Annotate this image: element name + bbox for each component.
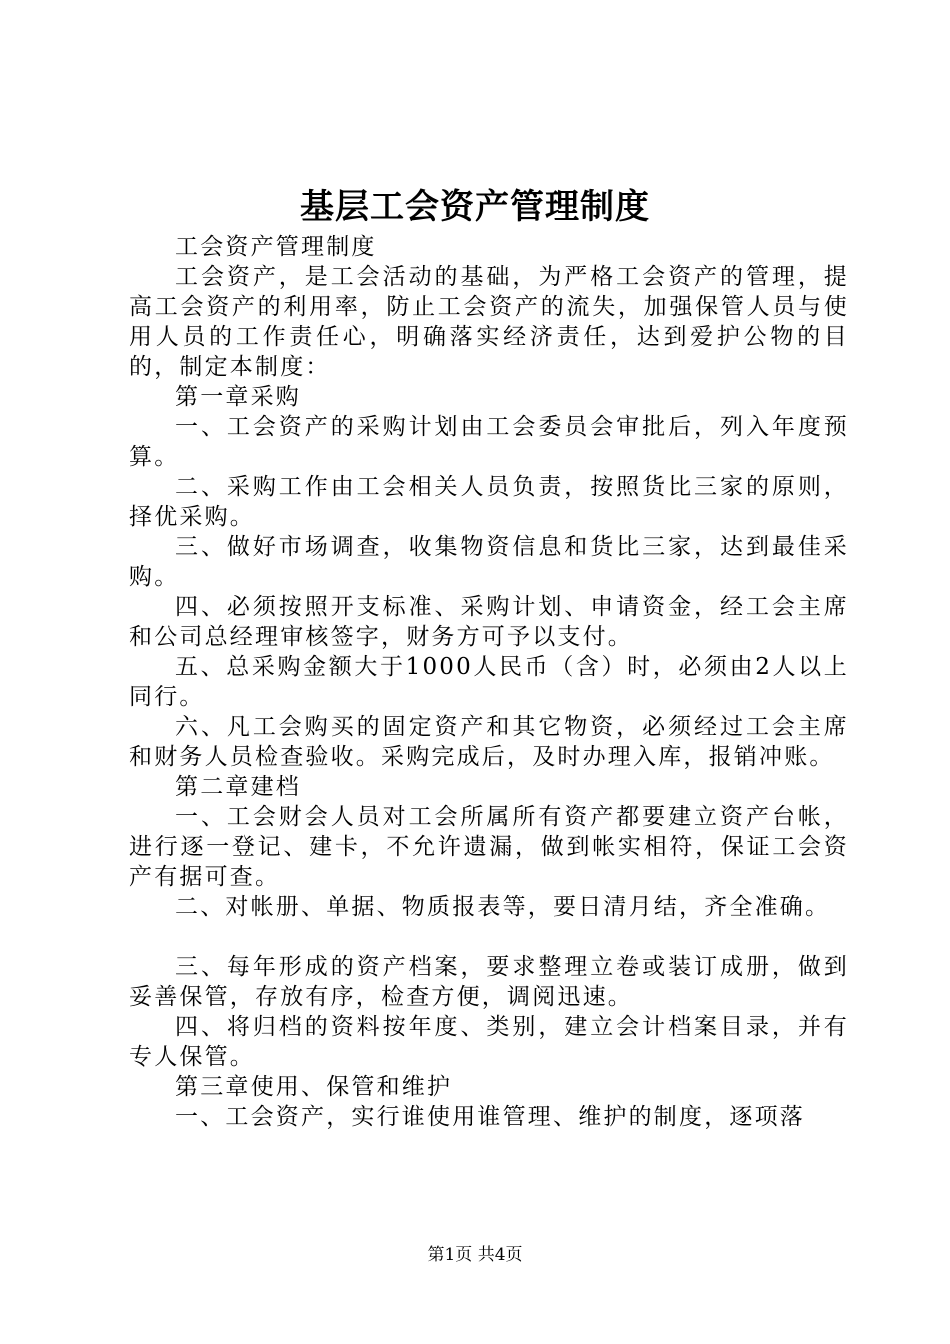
chapter-2-item: 四、将归档的资料按年度、类别，建立会计档案目录，并有专人保管。 [129, 1014, 849, 1070]
chapter-2-item: 一、工会财会人员对工会所属所有资产都要建立资产台帐，进行逐一登记、建卡，不允许遗漏，做到帐实相符，保证工会资产有据可查。 [129, 804, 849, 890]
chapter-1-item: 五、总采购金额大于1000人民币（含）时，必须由2人以上同行。 [129, 654, 849, 710]
intro-paragraph: 工会资产，是工会活动的基础，为严格工会资产的管理，提高工会资产的利用率，防止工会资产的流失，加强保管人员与使用人员的工作责任心，明确落实经济责任，达到爱护公物的目的，制定本制度： [129, 264, 849, 380]
chapter-1-item: 二、采购工作由工会相关人员负责，按照货比三家的原则，择优采购。 [129, 474, 849, 530]
chapter-3-heading: 第三章使用、保管和维护 [175, 1074, 453, 1100]
document-subtitle: 工会资产管理制度 [175, 234, 377, 260]
paragraph-gap [129, 922, 849, 952]
chapter-1-item: 三、做好市场调查，收集物资信息和货比三家，达到最佳采购。 [129, 534, 849, 590]
chapter-3-item: 一、工会资产，实行谁使用谁管理、维护的制度，逐项落 [175, 1104, 805, 1130]
chapter-1-item: 一、工会资产的采购计划由工会委员会审批后，列入年度预算。 [129, 414, 849, 470]
chapter-2-item: 二、对帐册、单据、物质报表等，要日清月结，齐全准确。 [175, 894, 831, 920]
document-body [129, 232, 849, 1132]
chapter-1-item: 六、凡工会购买的固定资产和其它物资，必须经过工会主席和财务人员检查验收。采购完成后，及时办理入库，报销冲账。 [129, 714, 849, 770]
chapter-1-heading: 第一章采购 [175, 384, 301, 410]
page-footer: 第1页 共4页 [427, 1245, 523, 1265]
chapter-2-heading: 第二章建档 [175, 774, 301, 800]
document-title: 基层工会资产管理制度 [300, 187, 650, 227]
chapter-1-item: 四、必须按照开支标准、采购计划、申请资金，经工会主席和公司总经理审核签字，财务方可予以支付。 [129, 594, 849, 650]
chapter-2-item: 三、每年形成的资产档案，要求整理立卷或装订成册，做到妥善保管，存放有序，检查方便，调阅迅速。 [129, 954, 849, 1010]
